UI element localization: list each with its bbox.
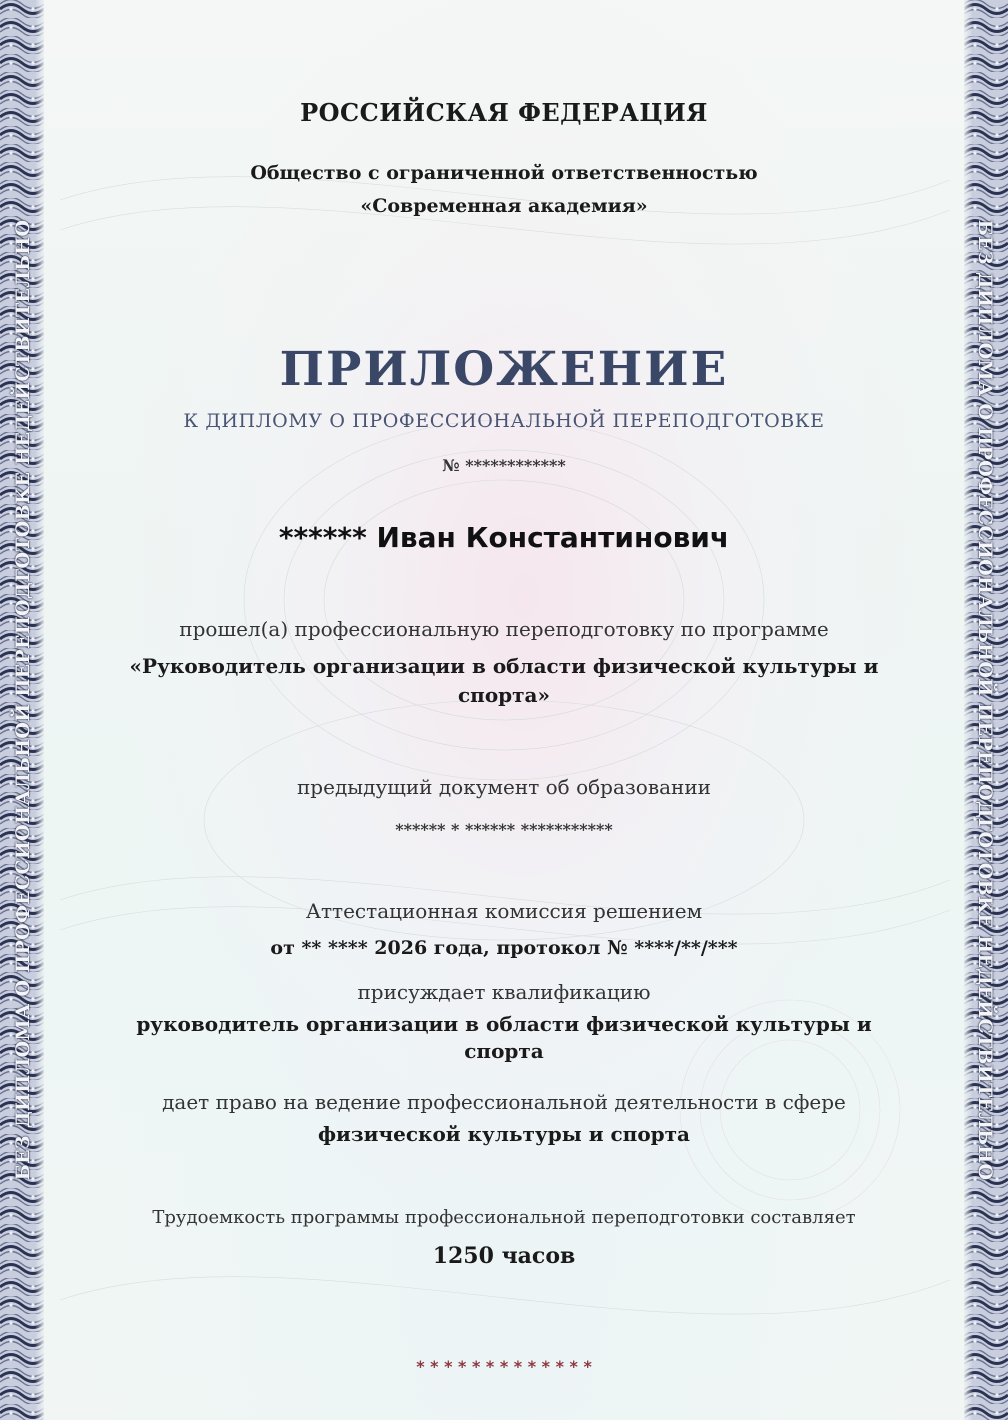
qualification-line-1: руководитель организации в области физической культуры и — [136, 1012, 872, 1036]
footer-asterisk-mark: * * * * * * * * * * * * * — [416, 1357, 592, 1376]
qualification-line-2: спорта — [464, 1039, 544, 1063]
holder-name: ****** Иван Константинович — [278, 521, 730, 554]
document-subtitle: К ДИПЛОМУ О ПРОФЕССИОНАЛЬНОЙ ПЕРЕПОДГОТОВКЕ — [183, 410, 825, 432]
workload-label: Трудоемкость программы профессиональной переподготовки составляет — [152, 1207, 856, 1228]
country-heading: РОССИЙСКАЯ ФЕДЕРАЦИЯ — [300, 98, 708, 127]
workload-value: 1250 часов — [432, 1243, 576, 1269]
border-validity-text-right: БЕЗ ДИПЛОМА О ПРОФЕССИОНАЛЬНОЙ ПЕРЕПОДГОТОВКЕ НЕДЕЙСТВИТЕЛЬНО — [974, 219, 996, 1181]
rights-sphere: физической культуры и спорта — [318, 1122, 690, 1146]
document-title: ПРИЛОЖЕНИЕ — [279, 342, 729, 397]
awards-qualification-label: присуждает квалификацию — [357, 980, 651, 1004]
program-name-line-2: спорта» — [458, 683, 550, 707]
organization-line-1: Общество с ограниченной ответственностью — [250, 162, 758, 184]
attestation-decision: от ** **** 2026 года, протокол № ****/**/*** — [270, 937, 738, 959]
program-intro: прошел(а) профессиональную переподготовку по программе — [179, 617, 829, 641]
previous-education-value: ****** * ****** *********** — [395, 820, 613, 839]
rights-intro: дает право на ведение профессиональной деятельности в сфере — [162, 1090, 846, 1114]
border-validity-text-left: БЕЗ ДИПЛОМА О ПРОФЕССИОНАЛЬНОЙ ПЕРЕПОДГОТОВКЕ НЕДЕЙСТВИТЕЛЬНО — [12, 219, 34, 1181]
document-number: № ************ — [442, 456, 566, 475]
attestation-intro: Аттестационная комиссия решением — [305, 899, 703, 923]
program-name-line-1: «Руководитель организации в области физической культуры и — [129, 654, 879, 678]
organization-line-2: «Современная академия» — [360, 195, 648, 217]
previous-education-label: предыдущий документ об образовании — [296, 775, 712, 799]
